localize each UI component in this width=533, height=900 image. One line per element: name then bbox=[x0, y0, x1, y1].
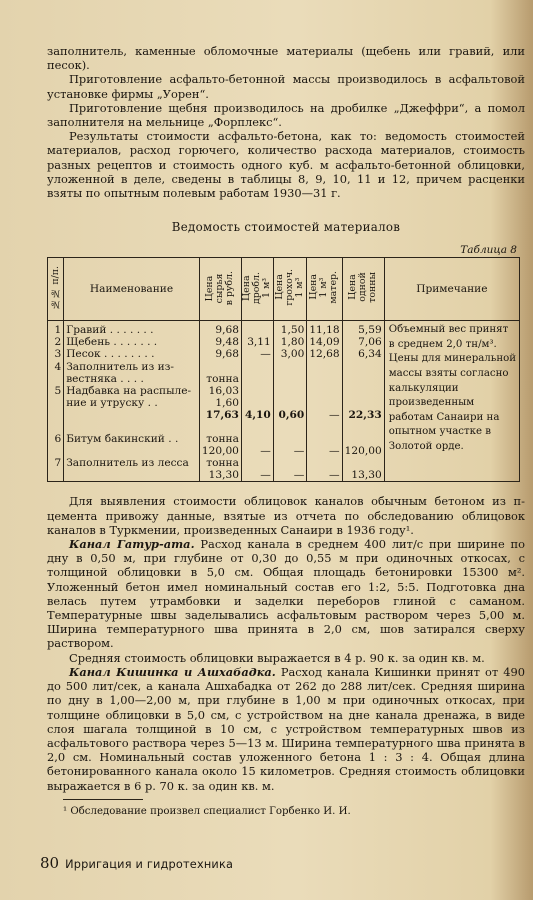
paragraph-2: Приготовление асфальто-бетонной массы производилось в асфальтовой установке фирмы „Уорен“. bbox=[47, 72, 525, 101]
paragraph-6 bbox=[47, 537, 525, 651]
header-screened-price: Цена грохоч. 1 м³ bbox=[273, 258, 307, 321]
heading-gatur: Канал Гатур-ата. bbox=[69, 537, 195, 552]
header-crushed-price: Цена дробл. 1 м³ bbox=[241, 258, 273, 321]
paragraph-3: Приготовление щебня производилось на дробилке „Джеффри“, а помол заполнителя на мельнице „Форплекс“. bbox=[47, 100, 525, 130]
table-number: Таблица 8 bbox=[460, 244, 517, 257]
col-raw-price: 9,68 9,48 9,68 тонна 16,03 1,60 17,63 тонна 120,00 тонна 13,30 bbox=[199, 321, 241, 482]
header-raw-price: Цена сырья в рубл. bbox=[199, 258, 241, 321]
page-footer bbox=[40, 853, 340, 872]
table-caption: Ведомость стоимостей материалов bbox=[171, 220, 401, 235]
col-numbers: 1 2 3 4 5 6 7 bbox=[48, 321, 64, 482]
paragraph-7: Средняя стоимость облицовки выражается в 4 р. 90 к. за один кв. м. bbox=[69, 650, 485, 665]
col-screened-price: 1,50 1,80 3,00 0,60 — — bbox=[273, 321, 307, 482]
col-names: Гравий . . . . . . . Щебень . . . . . . . Песок . . . . . . . . Заполнитель из из- вестняка . . . . Надбавка на распыле- ние и утруску . . Битум бакинский . . Заполнитель из лесса bbox=[64, 321, 200, 482]
col-ton-price: 5,59 7,06 6,34 22,33 120,00 13,30 bbox=[342, 321, 384, 482]
paragraph-1: заполнитель, каменные обломочные материалы (щебень или гравий, или песок). bbox=[47, 44, 525, 73]
paragraph-5: Для выявления стоимости облицовок каналов обычным бетоном из п-цемента привожу данные, взятые из отчета по обследованию облицовок каналов в Туркмении, произведенных Санаири в 1936 году¹. bbox=[47, 494, 525, 537]
paragraph-6-text: Расход канала в среднем 400 лит/с при ширине по дну в 0,50 м, при глубине от 0,30 до 0,55 м при одиночных откосах, с толщиной облицовки в 5,0 см. Общая площадь бетонировки 15300 м². Уложенный бетон имел номинальный состав его 1:2, 5:5. Подготовка дна велась путем утрамбовки и заделки переборов глиной с саманом. Температурные швы заделывались асфальтовым раствором через 5,00 м. Ширина температурного шва принята в 2,0 см, шов затирался сверху раствором. bbox=[47, 537, 526, 651]
header-note: Примечание bbox=[384, 258, 519, 321]
header-num: №№ п/п. bbox=[48, 258, 64, 321]
journal-title: Ирригация и гидротехника bbox=[65, 858, 234, 871]
header-name: Наименование bbox=[64, 258, 200, 321]
header-ton-price: Цена одной тонны bbox=[342, 258, 384, 321]
paragraph-8-text: Расход канала Кишинки принят от 490 до 500 лит/сек, а канала Ашхабадка от 262 до 288 лит/сек. Средняя ширина по дну в 1,00—2,00 м, при глубине в 1,00 м при одиночных откосах, при толщине облицовки в 5,0 см, с устройством на дне канала дренажа, в виде слоя шагала толщиной в 10 см, с устройством температурных швов из асфальтового раствора через 5—13 м. Ширина температурного шва принята в 2,0 см. Номинальный состав уложенного бетона 1 : 3 : 4. Общая длина бетонированного канала около 15 километров. Средняя стоимость облицовки выражается в 6 р. 70 к. за один кв. м. bbox=[47, 664, 525, 793]
paragraph-8 bbox=[47, 665, 525, 793]
heading-kishinka: Канал Кишинка и Ашхабадка. bbox=[69, 664, 276, 679]
col-material-price: 11,18 14,09 12,68 — — — bbox=[307, 321, 342, 482]
footnote-rule bbox=[63, 799, 143, 800]
page-number: 80 bbox=[40, 854, 60, 872]
text-column bbox=[47, 44, 525, 817]
cost-table bbox=[47, 257, 520, 482]
table-body-row bbox=[48, 321, 520, 482]
paragraph-4: Результаты стоимости асфальто-бетона, как то: ведомость стоимостей материалов, расход горючего, количество расхода материалов, стоимость разных рецептов и стоимость одного куб. м асфальто-бетонной облицовки, уложенной в деле, сведены в таблицы 8, 9, 10, 11 и 12, причем расценки взяты по опытным полевым работам 1930—31 г. bbox=[47, 129, 525, 201]
footnote: ¹ Обследование произвел специалист Горбенко И. И. bbox=[63, 805, 351, 817]
header-material-price: Цена 1 м³ матер. bbox=[307, 258, 342, 321]
table-header-row bbox=[48, 258, 520, 321]
col-crushed-price: 3,11 — 4,10 — — bbox=[241, 321, 273, 482]
col-note: Объемный вес принят в среднем 2,0 тн/м³. Цены для минеральной массы взяты согласно калькуляции произведенным работам Санаири на опытном участке в Золотой орде. bbox=[384, 321, 519, 482]
